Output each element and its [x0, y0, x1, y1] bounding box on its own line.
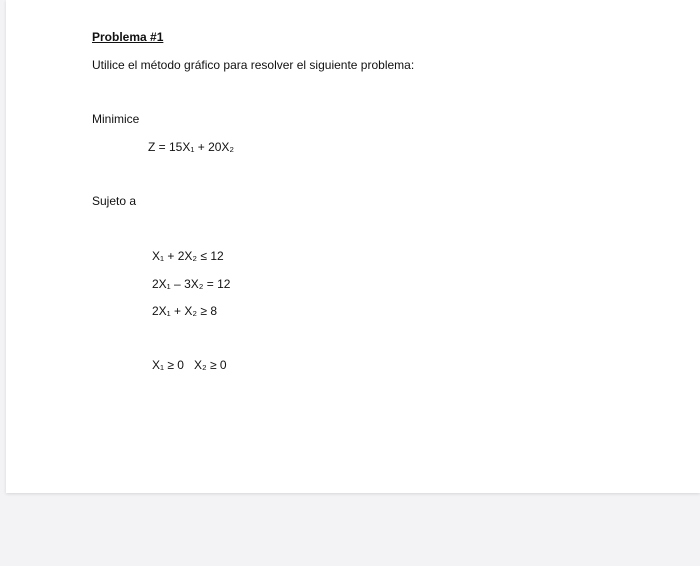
- objective-label: Minimice: [92, 112, 140, 126]
- subject-to-label: Sujeto a: [92, 194, 137, 208]
- constraint-2: 2X₁ – 3X₂ = 12: [152, 277, 231, 291]
- problem-instructions: Utilice el método gráfico para resolver el siguiente problema:: [92, 58, 415, 72]
- objective-function: Z = 15X₁ + 20X₂: [148, 140, 235, 154]
- document-page: [6, 0, 700, 493]
- nonnegativity-constraints: X₁ ≥ 0 X₂ ≥ 0: [152, 358, 227, 372]
- constraint-1: X₁ + 2X₂ ≤ 12: [152, 249, 224, 263]
- problem-title: Problema #1: [92, 30, 164, 44]
- constraint-3: 2X₁ + X₂ ≥ 8: [152, 304, 217, 318]
